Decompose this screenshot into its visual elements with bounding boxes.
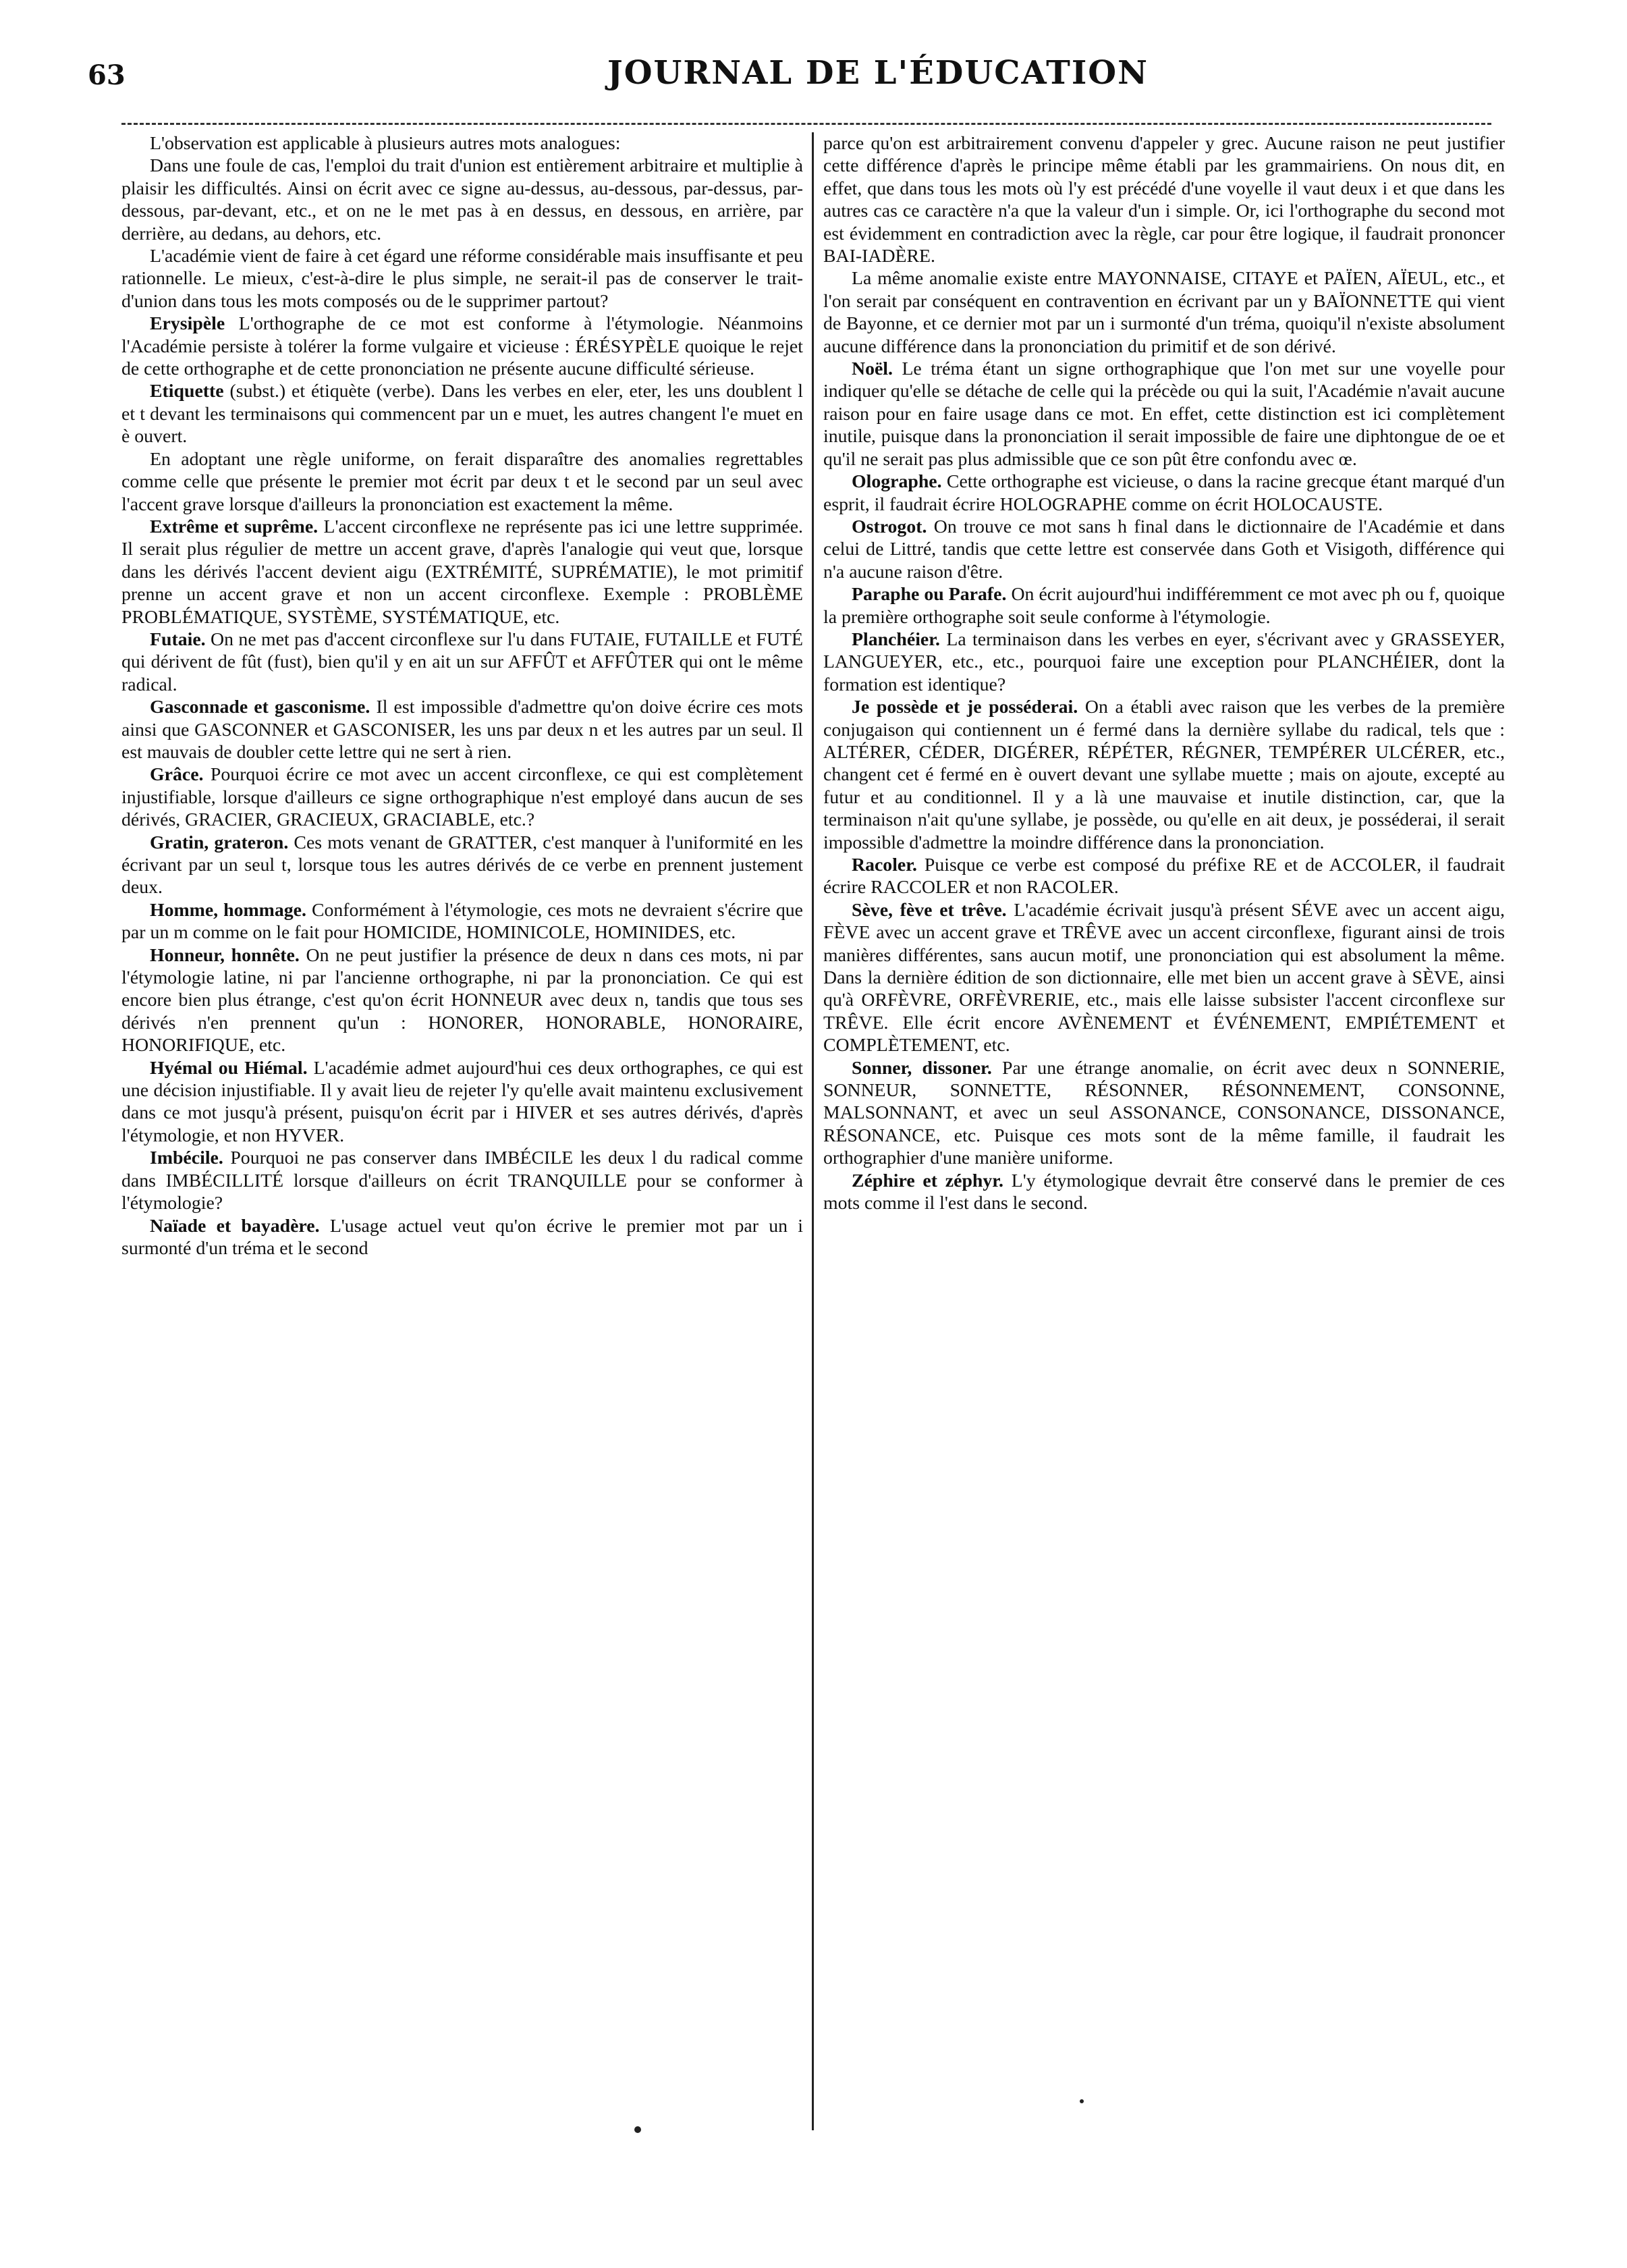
dictionary-entry [121,832,803,899]
ink-speck [1080,2099,1084,2103]
entry-text: L'académie admet aujourd'hui ces deux orthographes, ce qui est une décision injustifiable. Il y avait lieu de rejeter l'y qu'elle avait maintenu exclusivement dans ce mot jusqu'à présent, puisqu'on écrit par i HIVER et ses autres dérivés, d'après l'étymologie, et non HYVER. [121,1057,803,1146]
entry-headword: Je possède et je posséderai. [852,697,1078,718]
entry-headword: Sonner, dissoner. [852,1057,992,1079]
entry-text: Cette orthographe est vicieuse, o dans la racine grecque étant marqué d'un esprit, il faudrait écrire HOLOGRAPHE comme on écrit HOLOCAUSTE. [823,471,1505,515]
paragraph: Dans une foule de cas, l'emploi du trait d'union est entièrement arbitraire et multiplie à plaisir les difficultés. Ainsi on écrit avec ce signe au-dessus, au-dessous, par-dessus, par-dessous, par-devant, etc., et on ne le met pas à en dessus, en dessous, en arrière, par derrière, au dedans, au dehors, etc. [121,155,803,244]
dictionary-entry [823,583,1505,628]
entry-text: On trouve ce mot sans h final dans le dictionnaire de l'Académie et dans celui de Littré, tandis que cette lettre est conservée dans Goth et Visigoth, différence qui n'a aucune raison d'être. [823,516,1505,583]
entry-text: Pourquoi écrire ce mot avec un accent circonflexe, ce qui est complètement injustifiable, lorsque d'ailleurs ce signe orthographique n'est employé dans aucun de ses dérivés, GRACIER, GRACIEUX, GRACIABLE, etc.? [121,764,803,831]
entry-text: (subst.) et étiquète (verbe). Dans les verbes en eler, eter, les uns doublent l et t devant les terminaisons qui commencent par un e muet, les autres changent l'e muet en è ouvert. [121,381,803,448]
paragraph: L'observation est applicable à plusieurs autres mots analogues: [150,133,621,154]
header-rule [121,123,1491,125]
entry-text: L'accent circonflexe ne représente pas ici une lettre supprimée. Il serait plus régulier de mettre un accent grave, d'après l'analogie qui veut que, lorsque dans les dérivés l'accent devient aigu (EXTRÉMITÉ, SUPRÉMATIE), le mot primitif prenne un accent grave et non un accent circonflexe. Exemple : PROBLÈME PROBLÉMATIQUE, SYSTÈME, SYSTÉMATIQUE, etc. [121,516,803,628]
entry-headword: Etiquette [150,381,224,402]
dictionary-entry [823,470,1505,516]
entry-text: On a établi avec raison que les verbes de la première conjugaison qui contiennent un é fermé dans la dernière syllabe du radical, tels que : ALTÉRER, CÉDER, DIGÉRER, RÉPÉTER, RÉGNER, TEMPÉRER ULCÉRER, etc., changent cet é fermé en è ouvert devant une syllabe muette ; mais on ajoute, excepté au futur et au conditionnel. Il y a là une mauvaise et inutile distinction, car, que la terminaison n'ait qu'une syllabe, je possède, ou qu'elle en ait deux, je posséderai, il serait impossible d'admettre la moindre différence dans la prononciation. [823,697,1506,853]
dictionary-entry [823,1170,1505,1215]
dictionary-entry [823,358,1505,470]
entry-headword: Homme, hommage. [150,899,306,921]
entry-text: Puisque ce verbe est composé du préfixe RE et de ACCOLER, il faudrait écrire RACCOLER et non RACOLER. [823,855,1505,898]
dictionary-entry [121,380,803,448]
entry-text: On ne peut justifier la présence de deux n dans ces mots, ni par l'étymologie latine, ni par l'ancienne orthographe, ni par la prononciation. Ce qui est encore bien plus étrange, c'est qu'on écrit HONNEUR avec deux n, tandis que tous ses dérivés n'en prennent qu'un : HONORER, HONORABLE, HONORAIRE, HONORIFIQUE, etc. [121,944,804,1056]
ink-speck [634,2126,641,2133]
entry-headword: Extrême et suprême. [150,516,319,537]
page-number: 63 [88,59,126,91]
entry-headword: Grâce. [150,764,204,786]
dictionary-entry [121,696,803,763]
entry-text: Il est impossible d'admettre qu'on doive écrire ces mots ainsi que GASCONNER et GASCONISER, les uns par deux n et les autres par un seul. Il est mauvais de doubler cette lettre qui ne sert à rien. [121,697,803,763]
dictionary-entry [121,763,803,831]
entry-headword: Hyémal ou Hiémal. [150,1057,308,1079]
entry-headword: Gratin, grateron. [150,832,289,853]
paragraph: L'académie vient de faire à cet égard une réforme considérable mais insuffisante et peu rationnelle. Le mieux, c'est-à-dire le plus simple, ne serait-il pas de conserver le trait-d'union dans tous les mots composés ou de le supprimer partout? [121,246,803,312]
paragraph-continued: parce qu'on est arbitrairement convenu d'appeler y grec. Aucune raison ne peut justifier cette différence d'après le principe même établi par les grammairiens. On nous dit, en effet, que dans tous les mots où l'y est précédé d'une voyelle il vaut deux i et que dans les autres cas ce caractère n'a que la valeur d'un i simple. Or, ici l'orthographe du second mot est évidemment en contradiction avec la règle, car pour être logique, il faudrait prononcer BAI-IADÈRE. [823,133,1505,267]
entry-headword: Imbécile. [150,1148,223,1169]
dictionary-entry [823,516,1505,583]
entry-text: Ces mots venant de GRATTER, c'est manquer à l'uniformité en les écrivant par un seul t, lorsque tous les autres dérivés de ce verbe en prennent justement deux. [121,832,803,898]
right-column [823,132,1505,1215]
dictionary-entry [823,628,1505,696]
paragraph: En adoptant une règle uniforme, on ferait disparaître des anomalies regrettables comme celle que présente le premier mot écrit par deux t et le second par un seul avec l'accent grave lorsque d'ailleurs la prononciation est exactement la même. [121,448,803,515]
dictionary-entry [121,1147,803,1214]
dictionary-entry [121,313,803,380]
entry-text: Par une étrange anomalie, on écrit avec deux n SONNERIE, SONNEUR, SONNETTE, RÉSONNER, RÉSONNEMENT, CONSONNE, MALSONNANT, et avec un seul ASSONANCE, CONSONANCE, DISSONANCE, RÉSONANCE, etc. Puisque ces mots sont de la même famille, il faudrait les orthographier d'une manière uniforme. [823,1057,1505,1169]
entry-text: L'y étymologique devrait être conservé dans le premier de ces mots comme il l'est dans le second. [823,1170,1505,1214]
entry-headword: Erysipèle [150,313,225,335]
entry-headword: Racoler. [852,855,918,875]
dictionary-entry [121,628,803,696]
dictionary-entry [121,899,803,944]
entry-headword: Futaie. [150,628,206,650]
entry-headword: Planchéier. [852,628,940,650]
entry-text: Conformément à l'étymologie, ces mots ne devraient s'écrire que par un m comme on le fait pour HOMICIDE, HOMINICOLE, HOMINIDES, etc. [121,899,803,944]
entry-headword: Ostrogot. [852,516,927,537]
dictionary-entry [121,1215,803,1260]
entry-headword: Naïade et bayadère. [150,1215,320,1237]
left-column [121,132,803,1260]
dictionary-entry [121,944,803,1057]
dictionary-entry [823,899,1505,1057]
entry-headword: Sève, fève et trêve. [852,899,1007,921]
paragraph: La même anomalie existe entre MAYONNAISE, CITAYE et PAÏEN, AÏEUL, etc., et l'on serait par conséquent en contravention en écrivant par un y BAÏONNETTE qui vient de Bayonne, et ce dernier mot par un i surmonté d'un tréma, quoiqu'il n'existe absolument aucune différence dans la prononciation du primitif et de son dérivé. [823,268,1505,357]
dictionary-entry [823,696,1505,854]
entry-text: L'orthographe de ce mot est conforme à l'étymologie. Néanmoins l'Académie persiste à tolérer la forme vulgaire et vicieuse : ÉRÉSYPÈLE quoique le rejet de cette orthographe et de cette prononciation ne présente aucune difficulté sérieuse. [121,313,803,380]
entry-text: On écrit aujourd'hui indifféremment ce mot avec ph ou f, quoique la première orthographe soit seule conforme à l'étymologie. [823,584,1505,628]
entry-headword: Gasconnade et gasconisme. [150,697,370,718]
entry-headword: Zéphire et zéphyr. [852,1170,1004,1191]
entry-text: Le tréma étant un signe orthographique que l'on met sur une voyelle pour indiquer qu'elle se détache de celle qui la précède ou qui la suit, l'Académie n'avait aucune raison pour en faire usage dans ce mot. En effet, cette distinction est ici complètement inutile, puisque dans la prononciation il serait impossible de faire une diphtongue de oe et qu'il ne serait pas plus admissible que ce son pût être confondu avec œ. [823,358,1505,470]
dictionary-entry [823,854,1505,899]
entry-headword: Olographe. [852,471,942,493]
entry-headword: Noël. [852,358,893,380]
dictionary-entry [121,1057,803,1148]
entry-headword: Honneur, honnête. [150,944,300,966]
entry-text: On ne met pas d'accent circonflexe sur l'u dans FUTAIE, FUTAILLE et FUTÉ qui dérivent de fût (fust), bien qu'il y en ait un sur AFFÛT et AFFÛTER qui ont le même radical. [121,628,803,695]
running-title: JOURNAL DE L'ÉDUCATION [607,54,1149,92]
entry-text: L'académie écrivait jusqu'à présent SÉVE avec un accent aigu, FÈVE avec un accent grave et TRÊVE avec un accent circonflexe, figurant ainsi de trois manières différentes, sans aucun motif, une prononciation qui est absolument la même. Dans la dernière édition de son dictionnaire, elle met bien un accent grave à SÈVE, ainsi qu'à ORFÈVRE, ORFÈVRERIE, etc., mais elle laisse subsister l'accent circonflexe sur TRÊVE. Elle écrit encore AVÈNEMENT et ÉVÉNEMENT, EMPIÉTEMENT et COMPLÈTEMENT, etc. [823,899,1505,1056]
entry-text: Pourquoi ne pas conserver dans IMBÉCILE les deux l du radical comme dans IMBÉCILLITÉ lorsque d'ailleurs on écrit TRANQUILLE pour se conformer à l'étymologie? [121,1148,804,1214]
dictionary-entry [823,1057,1505,1170]
entry-headword: Paraphe ou Parafe. [852,584,1007,605]
dictionary-entry [121,516,803,628]
column-divider [812,132,814,2130]
entry-text: L'usage actuel veut qu'on écrive le premier mot par un i surmonté d'un tréma et le second [121,1215,803,1259]
entry-text: La terminaison dans les verbes en eyer, s'écrivant avec y GRASSEYER, LANGUEYER, etc., etc., pourquoi faire une exception pour PLANCHÉIER, dont la formation est identique? [823,628,1505,695]
